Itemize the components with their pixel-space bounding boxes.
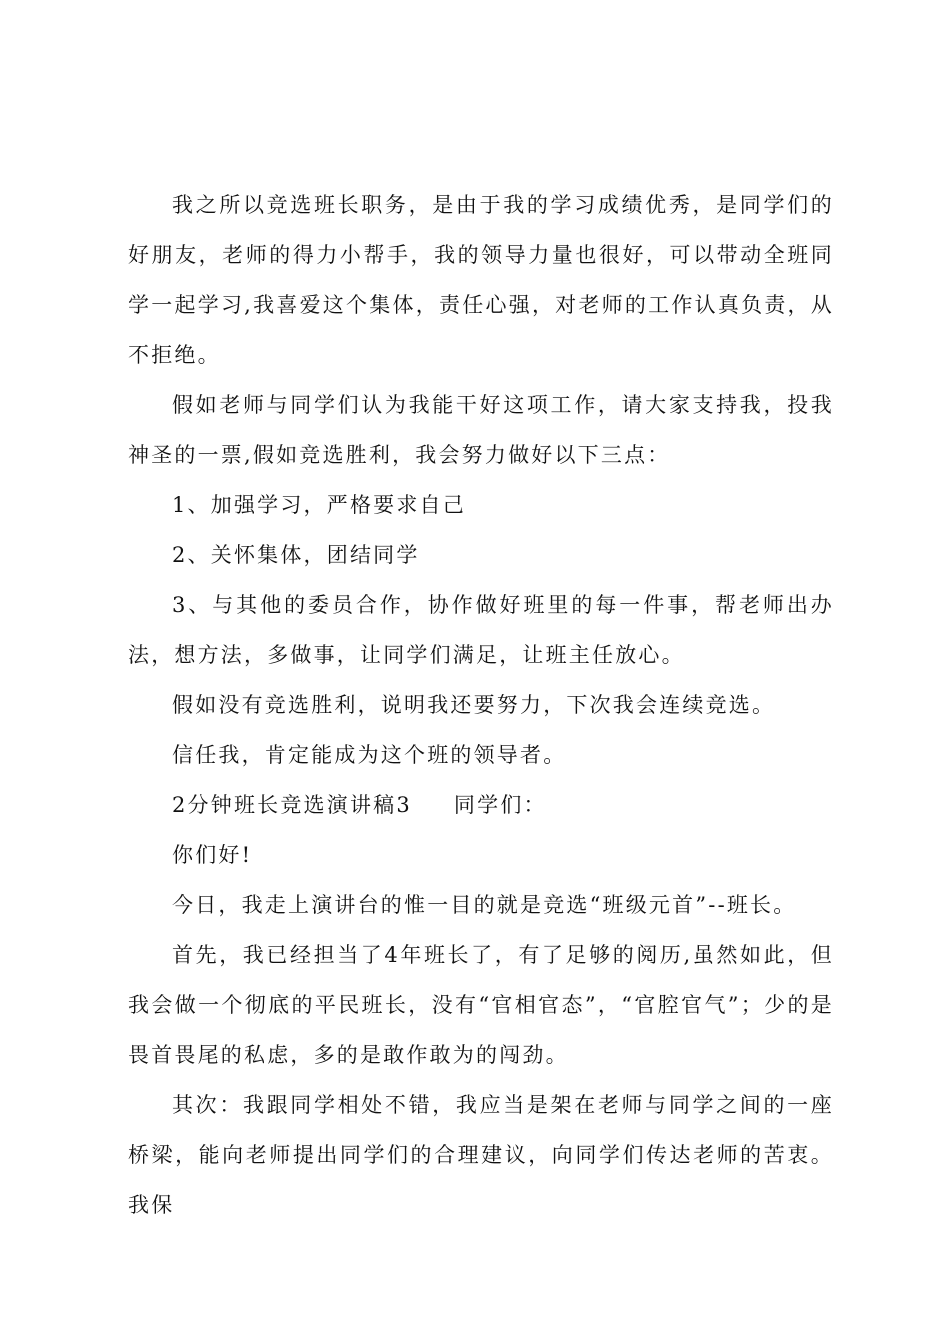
paragraph-second: 其次：我跟同学相处不错，我应当是架在老师与同学之间的一座桥梁，能向老师提出同学们的合理建议，向同学们传达老师的苦衷。我保 — [128, 1093, 834, 1217]
list-item-1: 1、加强学习，严格要求自己 — [172, 493, 466, 517]
list-item-2: 2、关怀集体，团结同学 — [172, 543, 420, 567]
paragraph-if-fail: 假如没有竞选胜利，说明我还要努力，下次我会连续竞选。 — [172, 693, 776, 717]
paragraph-request-support: 假如老师与同学们认为我能干好这项工作，请大家支持我，投我神圣的一票,假如竞选胜利，我会努力做好以下三点： — [128, 393, 834, 467]
paragraph-first: 首先，我已经担当了4年班长了，有了足够的阅历,虽然如此，但我会做一个彻底的平民班长，没有“官相官态”，“官腔官气”；少的是畏首畏尾的私虑，多的是敢作敢为的闯劲。 — [128, 943, 834, 1067]
paragraph-hello: 你们好! — [172, 843, 253, 867]
list-item-3: 3、与其他的委员合作，协作做好班里的每一件事，帮老师出办法，想方法，多做事，让同学们满足，让班主任放心。 — [128, 593, 834, 667]
paragraph-reason: 我之所以竞选班长职务，是由于我的学习成绩优秀，是同学们的好朋友，老师的得力小帮手，我的领导力量也很好，可以带动全班同学一起学习,我喜爱这个集体，责任心强，对老师的工作认真负责，从不拒绝。 — [128, 193, 834, 367]
section-heading-greeting: 同学们： — [453, 793, 547, 817]
document-body — [128, 180, 834, 1230]
paragraph-purpose: 今日，我走上演讲台的惟一目的就是竞选“班级元首”--班长。 — [172, 893, 797, 917]
paragraph-trust-me: 信任我，肯定能成为这个班的领导者。 — [172, 743, 567, 767]
section-heading — [128, 780, 834, 830]
section-heading-title: 2分钟班长竞选演讲稿3 — [172, 793, 412, 817]
